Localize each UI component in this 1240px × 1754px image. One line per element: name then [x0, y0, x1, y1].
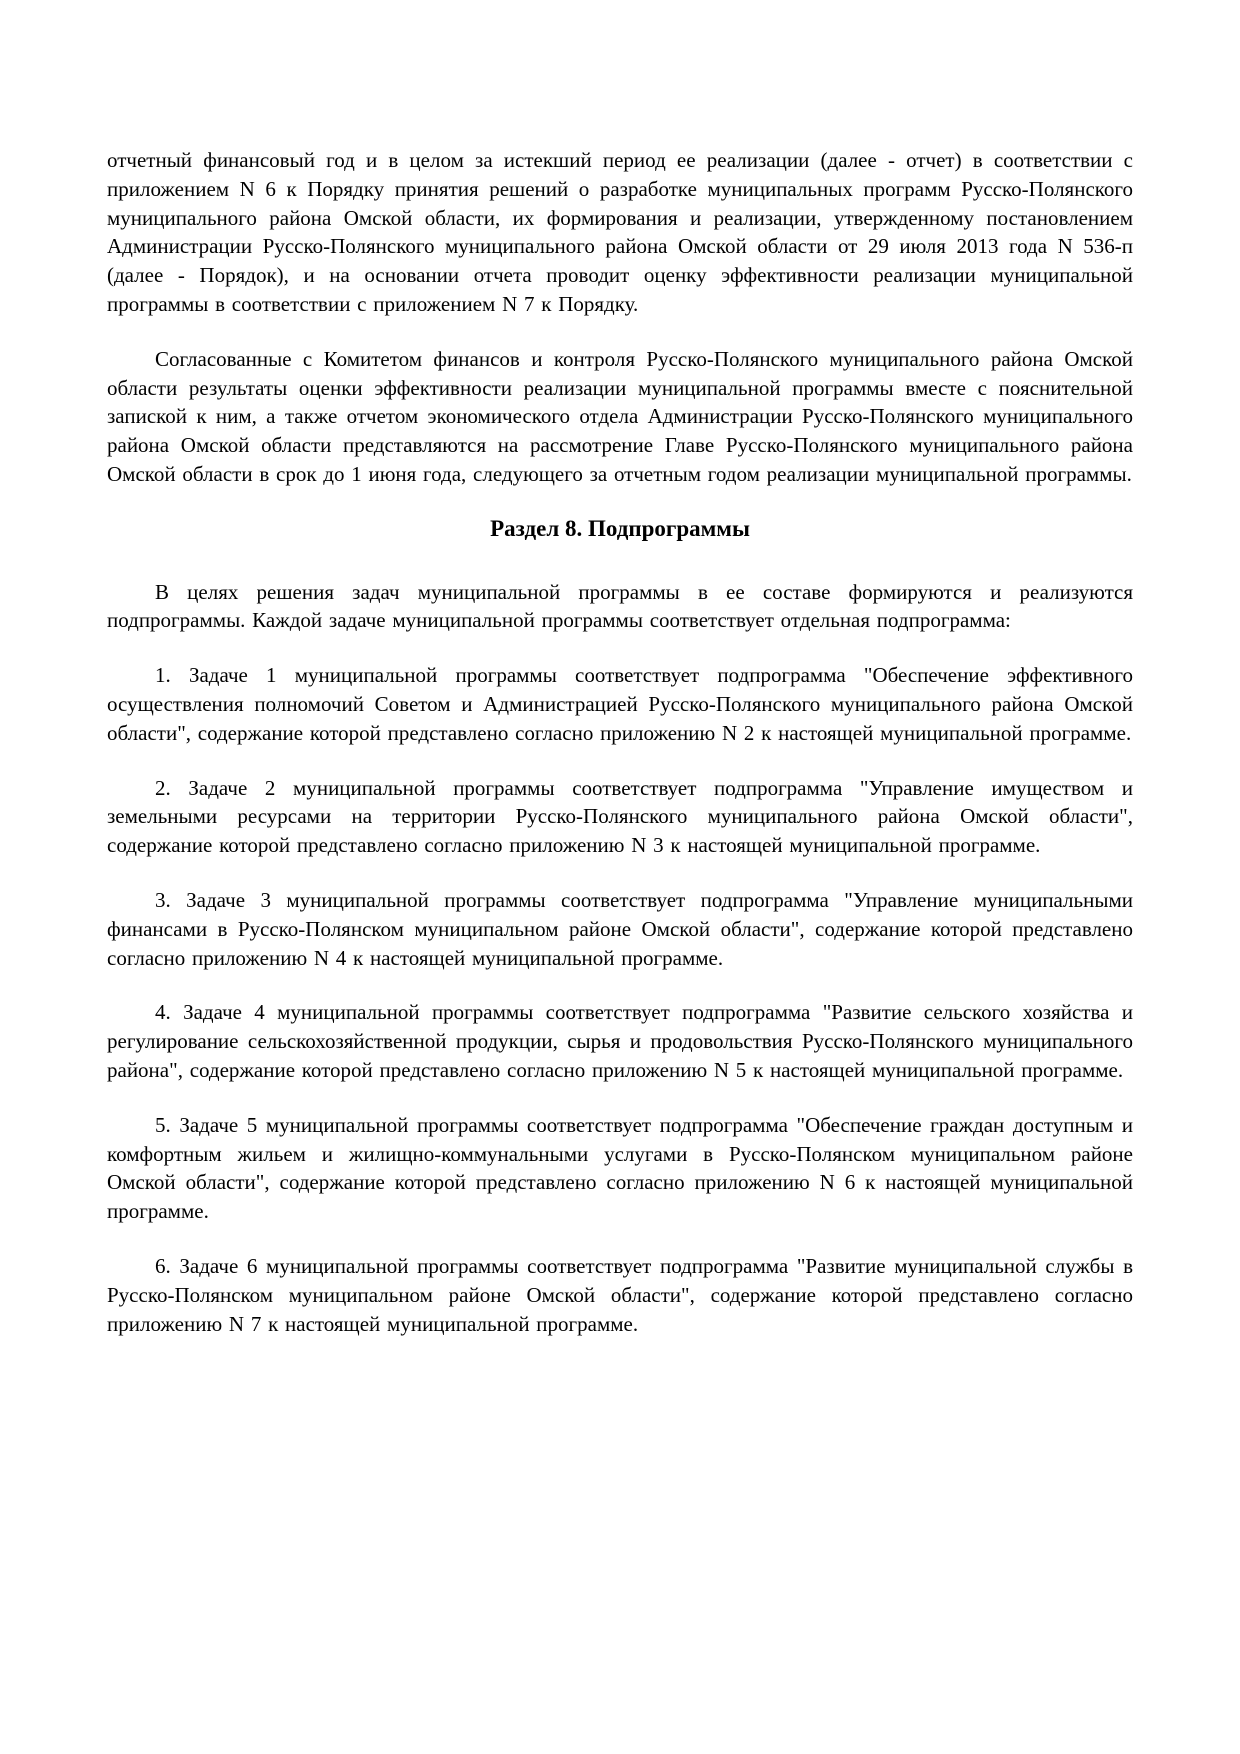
section-heading-subprograms: Раздел 8. Подпрограммы — [490, 515, 750, 541]
paragraph-subprograms-intro: В целях решения задач муниципальной программы в ее составе формируются и реализуются подпрограммы. Каждой задаче муниципальной программы соответствует отдельная подпрограмма: — [107, 579, 1133, 633]
paragraph-report-continuation: отчетный финансовый год и в целом за истекший период ее реализации (далее - отчет) в соответствии с приложением N 6 к Порядку принятия решений о разработке муниципальных программ Русско-Полянского муниципального района Омской области, их формирования и реализации, утвержденному постановлением Администрации Русско-Полянского муниципального района Омской области от 29 июля 2013 года N 536-п (далее - Порядок), и на основании отчета проводит оценку эффективности реализации муниципальной программы в соответствии с приложением N 7 к Порядку. — [107, 148, 1133, 316]
list-item-task-4: 4. Задаче 4 муниципальной программы соответствует подпрограмма "Развитие сельского хозяйства и регулирование сельскохозяйственной продукции, сырья и продовольствия Русско-Полянского муниципального района", содержание которой представлено согласно приложению N 5 к настоящей муниципальной программе. — [107, 1000, 1133, 1082]
list-item-task-3: 3. Задаче 3 муниципальной программы соответствует подпрограмма "Управление муниципальными финансами в Русско-Полянском муниципальном районе Омской области", содержание которой представлено согласно приложению N 4 к настоящей муниципальной программе. — [107, 887, 1133, 970]
list-item-task-2: 2. Задаче 2 муниципальной программы соответствует подпрограмма "Управление имуществом и земельными ресурсами на территории Русско-Полянского муниципального района Омской области", содержание которой представлено согласно приложению N 3 к настоящей муниципальной программе. — [107, 775, 1133, 858]
paragraph-coordination-results: Согласованные с Комитетом финансов и контроля Русско-Полянского муниципального района Омской области результаты оценки эффективности реализации муниципальной программы вместе с пояснительной запиской к ним, а также отчетом экономического отдела Администрации Русско-Полянского муниципального района Омской области представляются на рассмотрение Главе Русско-Полянского муниципального района Омской области в срок до 1 июня года, следующего за отчетным годом реализации муниципальной программы. — [107, 346, 1133, 486]
list-item-task-5: 5. Задаче 5 муниципальной программы соответствует подпрограмма "Обеспечение граждан доступным и комфортным жильем и жилищно-коммунальными услугами в Русско-Полянском муниципальном районе Омской области", содержание которой представлено согласно приложению N 6 к настоящей муниципальной программе. — [107, 1112, 1133, 1224]
list-item-task-1: 1. Задаче 1 муниципальной программы соответствует подпрограмма "Обеспечение эффективного осуществления полномочий Советом и Администрацией Русско-Полянского муниципального района Омской области", содержание которой представлено согласно приложению N 2 к настоящей муниципальной программе. — [107, 663, 1133, 745]
list-item-task-6: 6. Задаче 6 муниципальной программы соответствует подпрограмма "Развитие муниципальной службы в Русско-Полянском муниципальном районе Омской области", содержание которой представлено согласно приложению N 7 к настоящей муниципальной программе. — [107, 1253, 1133, 1336]
